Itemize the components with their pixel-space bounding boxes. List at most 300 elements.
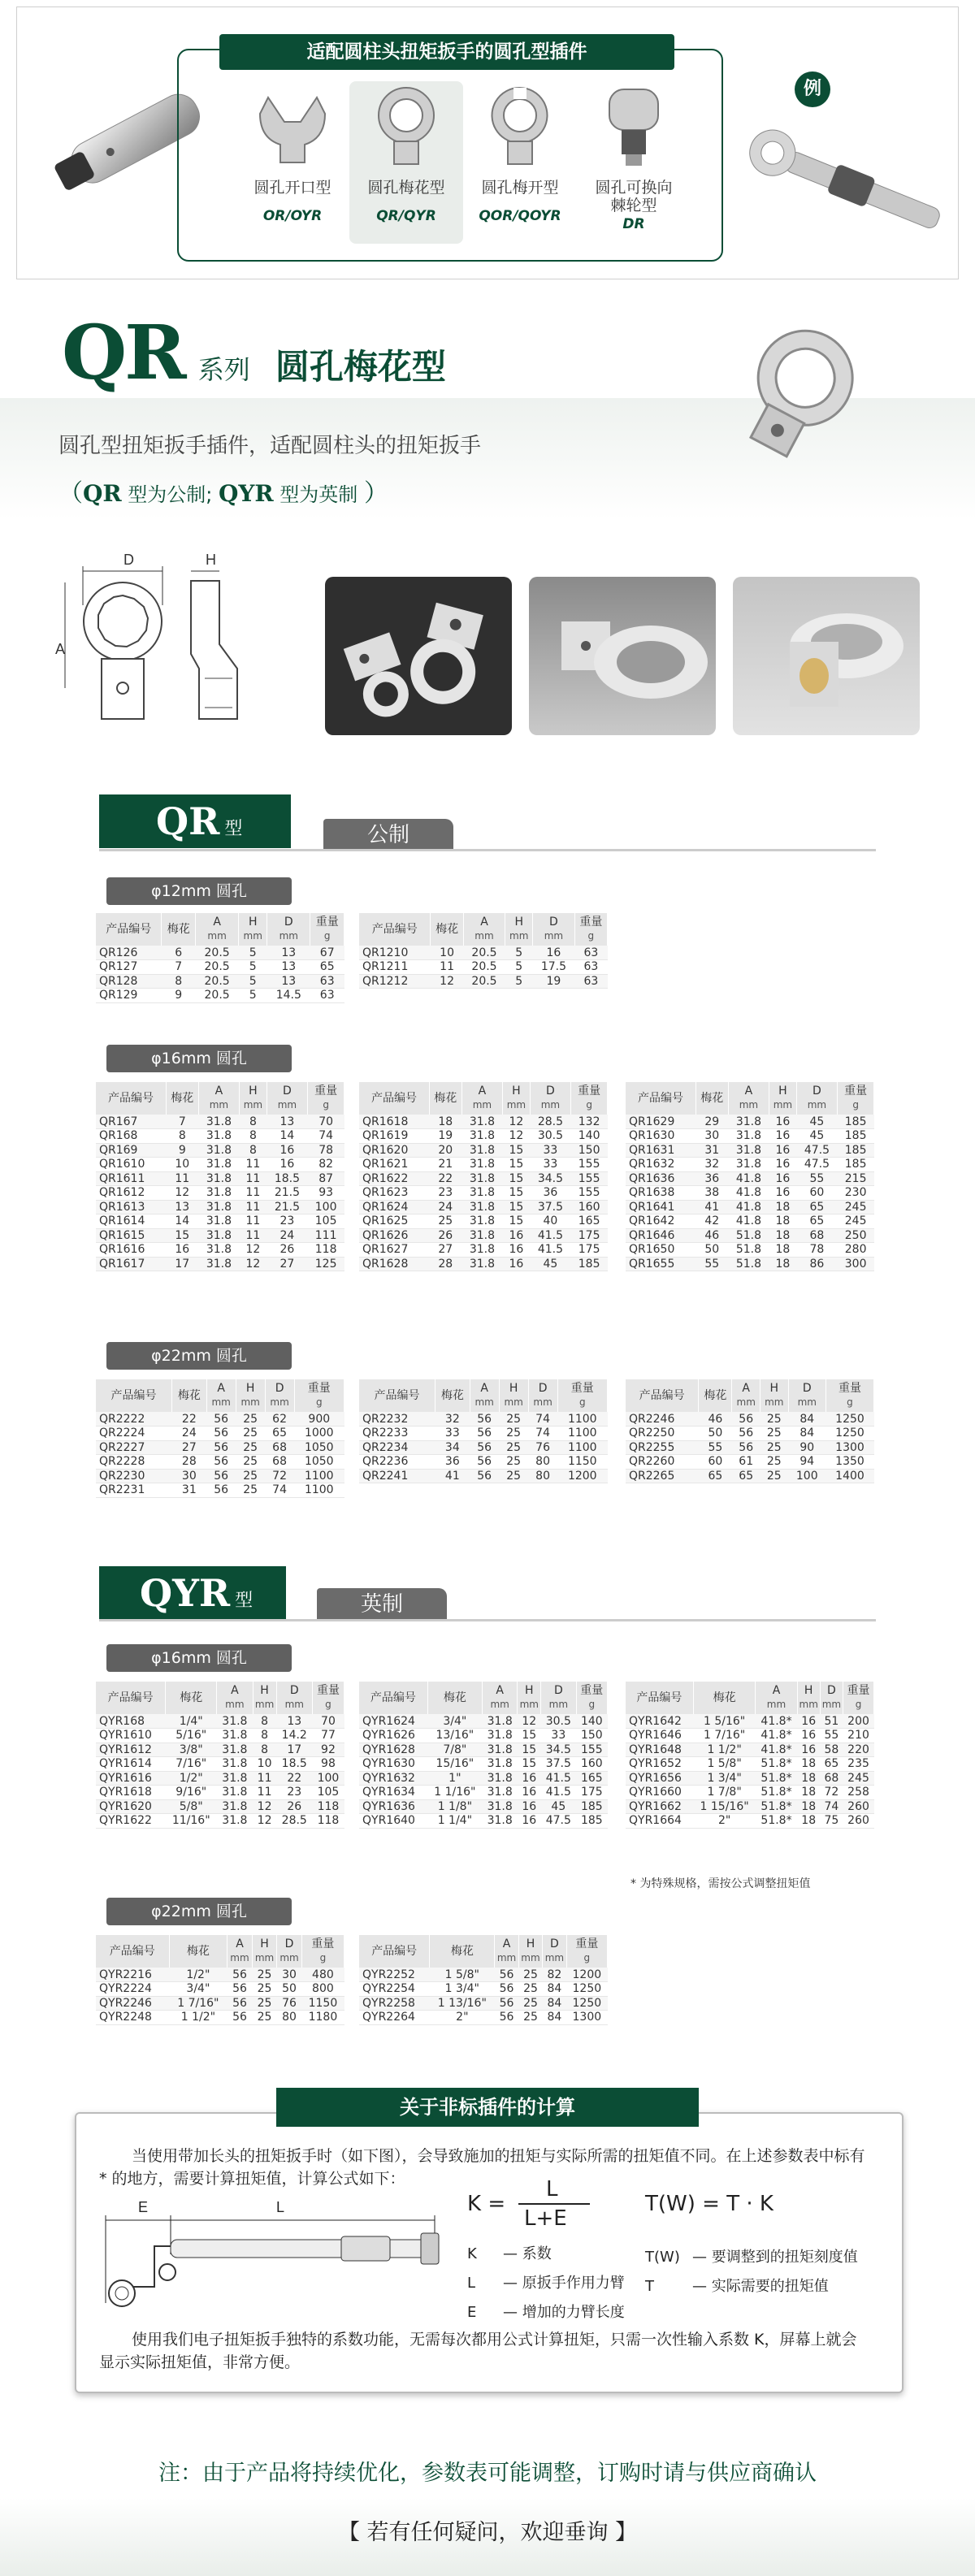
table-cell: 13/16": [427, 1729, 482, 1743]
table-cell: 118: [308, 1243, 344, 1258]
table-cell: 1100: [557, 1412, 607, 1427]
table-row: [96, 1427, 344, 1441]
table-cell: 15: [518, 1729, 541, 1743]
table-cell: 11: [240, 1158, 266, 1172]
ring-open-plug-icon: [479, 81, 561, 171]
table-row: [96, 1158, 344, 1172]
header-col-a: A mm: [462, 1082, 503, 1115]
ring-plug-front-photo-icon: [733, 577, 920, 735]
spec-table: [96, 1379, 344, 1498]
table-cell: 70: [312, 1714, 344, 1729]
table-cell: 55: [696, 1257, 729, 1271]
example-badge: 例: [795, 71, 830, 107]
table-cell: 84: [788, 1427, 826, 1441]
table-cell: 56: [206, 1483, 236, 1498]
table-cell: 7/16": [166, 1757, 217, 1772]
table-cell: 84: [788, 1412, 826, 1427]
table-cell: QR1615: [96, 1228, 167, 1243]
spec-table: [96, 1935, 344, 2025]
table-cell: 41.8*: [756, 1729, 797, 1743]
table-cell: 18: [797, 1771, 820, 1786]
table-cell: 92: [312, 1743, 344, 1757]
table-cell: QYR2224: [96, 1982, 169, 1997]
spec-table: [359, 1379, 608, 1483]
table-row: [359, 1171, 608, 1186]
header-col-weight: 重量 g: [571, 1082, 608, 1115]
table-cell: 250: [838, 1228, 874, 1243]
plug-ratchet: [577, 81, 691, 232]
table-cell: 16: [769, 1129, 796, 1144]
table-cell: 16: [769, 1115, 796, 1129]
table-cell: 41.5: [530, 1243, 571, 1258]
formula-k: K =: [467, 2192, 506, 2216]
table-cell: 5/16": [166, 1729, 217, 1743]
table-cell: QR2241: [359, 1469, 435, 1483]
table-cell: 20.5: [195, 960, 238, 975]
table-cell: 56: [495, 1968, 518, 1982]
table-cell: 63: [574, 974, 607, 989]
table-cell: 14: [266, 1129, 308, 1144]
table-row: [359, 960, 608, 975]
section-system-imperial: 英制: [317, 1588, 447, 1621]
table-cell: 51.8*: [756, 1799, 797, 1814]
table-cell: QR2232: [359, 1412, 435, 1427]
table-row: [96, 1714, 344, 1729]
plug-code: DR: [622, 216, 645, 232]
table-cell: 185: [838, 1129, 874, 1144]
table-cell: QR1622: [359, 1171, 430, 1186]
table-cell: 1250: [566, 1996, 607, 2011]
table-cell: 56: [206, 1469, 236, 1483]
table-cell: 31.8: [462, 1243, 503, 1258]
table-cell: 60: [796, 1186, 838, 1201]
header-col-h: H mm: [769, 1082, 796, 1115]
table-cell: 185: [576, 1799, 607, 1814]
table-cell: QYR2248: [96, 2011, 169, 2025]
table-cell: 1200: [557, 1469, 607, 1483]
plug-code: OR/OYR: [262, 208, 323, 224]
table-cell: 105: [312, 1786, 344, 1800]
header-col-h: H mm: [797, 1682, 820, 1714]
header-col-d: D mm: [528, 1379, 557, 1412]
table-cell: QR1627: [359, 1243, 430, 1258]
table-cell: 185: [571, 1257, 608, 1271]
table-row: [359, 1469, 608, 1483]
table-cell: 11: [253, 1771, 276, 1786]
table-row: [96, 1455, 344, 1470]
table-cell: 24: [171, 1427, 206, 1441]
table-cell: 18.5: [266, 1171, 308, 1186]
table-cell: 20.5: [463, 960, 505, 975]
table-cell: 25: [236, 1440, 265, 1455]
table-row: [96, 1982, 344, 1997]
table-cell: 25: [499, 1440, 528, 1455]
table-cell: 31.8: [462, 1129, 503, 1144]
table-row: [626, 1786, 874, 1800]
table-cell: 25: [518, 1982, 542, 1997]
table-cell: QR2224: [96, 1427, 171, 1441]
table-cell: 5: [239, 960, 267, 975]
table-row: [626, 1469, 874, 1483]
table-row: [96, 1243, 344, 1258]
table-row: [359, 1200, 608, 1214]
table-row: [626, 1186, 874, 1201]
table-cell: 25: [236, 1455, 265, 1470]
table-cell: 78: [796, 1243, 838, 1258]
header-col-a: A mm: [732, 1379, 760, 1412]
table-cell: 37.5: [541, 1757, 577, 1772]
table-row: [626, 1729, 874, 1743]
header-col-d: D mm: [820, 1682, 843, 1714]
ring-plug-icon: [366, 81, 447, 171]
table-row: [359, 1982, 608, 1997]
table-cell: 31.8: [198, 1214, 240, 1229]
ring-plug-hero-image: [731, 325, 886, 471]
table-cell: 65: [265, 1427, 294, 1441]
table-row: [626, 1743, 874, 1757]
table-cell: 15: [518, 1743, 541, 1757]
table-cell: 56: [732, 1440, 760, 1455]
table-cell: 63: [574, 960, 607, 975]
table-cell: QYR1616: [96, 1771, 166, 1786]
table-cell: 25: [760, 1469, 789, 1483]
table-cell: 56: [470, 1440, 499, 1455]
table-row: [96, 989, 344, 1003]
table-cell: QR1612: [96, 1186, 167, 1201]
phi16-label: φ16mm 圆孔: [106, 1644, 292, 1672]
table-row: [626, 1412, 874, 1427]
table-row: [359, 1814, 608, 1829]
header-col-h: H mm: [253, 1682, 276, 1714]
table-cell: 258: [843, 1786, 874, 1800]
header-col-d: D mm: [530, 1082, 571, 1115]
table-cell: 84: [543, 2011, 566, 2025]
table-row: [96, 1483, 344, 1498]
table-cell: 1": [427, 1771, 482, 1786]
table-cell: QYR2254: [359, 1982, 430, 1997]
table-cell: 12: [503, 1115, 530, 1129]
table-cell: 31.8: [217, 1743, 253, 1757]
table-cell: 1200: [566, 1968, 607, 1982]
table-cell: 100: [312, 1771, 344, 1786]
table-cell: 12: [518, 1714, 541, 1729]
table-cell: 56: [228, 1996, 253, 2011]
table-row: [626, 1243, 874, 1258]
table-cell: 20.5: [463, 946, 505, 960]
table-cell: 1 3/4": [430, 1982, 495, 1997]
spec-table: [626, 1682, 874, 1829]
table-cell: 31.8: [482, 1729, 518, 1743]
table-cell: 165: [571, 1214, 608, 1229]
table-cell: 12: [431, 974, 463, 989]
header-col-flower: 梅花: [696, 1082, 729, 1115]
header-col-d: D mm: [543, 1935, 566, 1968]
table-row: [96, 1129, 344, 1144]
table-cell: QR1624: [359, 1200, 430, 1214]
table-cell: 150: [571, 1143, 608, 1158]
product-photo-3: [733, 577, 920, 735]
table-cell: 3/4": [427, 1714, 482, 1729]
plug-open-end: [236, 81, 349, 224]
table-row: [359, 1968, 608, 1982]
header-col-weight: 重量 g: [576, 1682, 607, 1714]
table-cell: 185: [576, 1814, 607, 1829]
table-cell: 74: [265, 1483, 294, 1498]
table-row: [359, 1257, 608, 1271]
table-cell: 78: [308, 1143, 344, 1158]
header-col-a: A mm: [463, 913, 505, 946]
table-cell: 27: [171, 1440, 206, 1455]
header-col-code: 产品编号: [96, 1682, 166, 1714]
table-cell: 165: [576, 1771, 607, 1786]
table-cell: 41: [435, 1469, 470, 1483]
table-cell: 76: [277, 1996, 302, 2011]
table-cell: 31.8: [728, 1129, 769, 1144]
table-cell: 56: [495, 1996, 518, 2011]
table-cell: 31.8: [462, 1214, 503, 1229]
table-cell: 33: [541, 1729, 577, 1743]
table-cell: 56: [206, 1427, 236, 1441]
table-row: [96, 1257, 344, 1271]
table-cell: 55: [699, 1440, 732, 1455]
table-cell: 60: [699, 1455, 732, 1470]
table-cell: 56: [495, 1982, 518, 1997]
table-cell: 87: [308, 1171, 344, 1186]
table-cell: 63: [310, 989, 344, 1003]
table-row: [359, 1771, 608, 1786]
table-cell: 34.5: [530, 1171, 571, 1186]
table-row: [626, 1757, 874, 1772]
table-cell: 21.5: [266, 1200, 308, 1214]
table-cell: 19: [533, 974, 575, 989]
header-col-h: H mm: [499, 1379, 528, 1412]
table-row: [359, 1714, 608, 1729]
table-cell: 31.8: [217, 1729, 253, 1743]
table-cell: 5: [505, 974, 533, 989]
table-cell: 245: [838, 1214, 874, 1229]
table-cell: 25: [499, 1412, 528, 1427]
table-cell: 41.5: [541, 1771, 577, 1786]
table-cell: QR1619: [359, 1129, 430, 1144]
table-cell: 16: [503, 1228, 530, 1243]
table-cell: 11: [431, 960, 463, 975]
table-cell: 210: [843, 1729, 874, 1743]
table-cell: 155: [571, 1171, 608, 1186]
table-cell: QR1655: [626, 1257, 696, 1271]
table-cell: 18: [769, 1257, 796, 1271]
table-cell: 31.8: [482, 1799, 518, 1814]
table-cell: 65: [699, 1469, 732, 1483]
table-cell: 11: [240, 1186, 266, 1201]
table-cell: 5: [505, 946, 533, 960]
table-cell: QR2260: [626, 1455, 699, 1470]
header-col-code: 产品编号: [96, 913, 162, 946]
table-cell: QR1210: [359, 946, 431, 960]
table-cell: 15: [503, 1143, 530, 1158]
table-cell: 8: [240, 1143, 266, 1158]
table-cell: 80: [528, 1455, 557, 1470]
table-cell: 31.8: [482, 1814, 518, 1829]
table-cell: 25: [252, 1982, 277, 1997]
table-cell: QR1632: [626, 1158, 696, 1172]
table-row: [359, 1729, 608, 1743]
table-cell: 28: [430, 1257, 462, 1271]
table-row: [96, 1171, 344, 1186]
legend-l: L — 原扳手作用力臂: [467, 2275, 625, 2292]
table-cell: 30: [277, 1968, 302, 1982]
table-cell: 28: [171, 1455, 206, 1470]
calculation-intro: 当使用带加长头的扭矩扳手时（如下图），会导致施加的扭矩与实际所需的扭矩值不同。在上述参数表中标有 * 的地方，需要计算扭矩值，计算公式如下：: [99, 2147, 865, 2188]
table-cell: 45: [796, 1129, 838, 1144]
table-cell: QR129: [96, 989, 162, 1003]
table-cell: 25: [236, 1427, 265, 1441]
table-cell: 26: [266, 1243, 308, 1258]
phi16-label: φ16mm 圆孔: [106, 1045, 292, 1072]
table-cell: QR1614: [96, 1214, 167, 1229]
table-cell: QYR1646: [626, 1729, 693, 1743]
table-cell: 5: [239, 946, 267, 960]
header-col-weight: 重量 g: [566, 1935, 607, 1968]
table-cell: 17: [167, 1257, 199, 1271]
table-cell: 30.5: [541, 1714, 577, 1729]
table-row: [96, 1771, 344, 1786]
table-cell: 75: [820, 1814, 843, 1829]
table-cell: 56: [228, 1968, 253, 1982]
table-cell: 1 1/16": [427, 1786, 482, 1800]
table-cell: 31.8: [198, 1171, 240, 1186]
table-cell: 16: [797, 1743, 820, 1757]
table-cell: 51.8*: [756, 1814, 797, 1829]
table-cell: 31.8: [217, 1771, 253, 1786]
table-cell: 15: [503, 1158, 530, 1172]
table-cell: 47.5: [796, 1143, 838, 1158]
table-cell: 22: [276, 1771, 312, 1786]
table-cell: 42: [696, 1214, 729, 1229]
header-col-code: 产品编号: [359, 1682, 427, 1714]
table-cell: 15: [518, 1757, 541, 1772]
table-cell: 10: [431, 946, 463, 960]
table-cell: 41.8: [728, 1186, 769, 1201]
table-row: [626, 1771, 874, 1786]
table-cell: QR1642: [626, 1214, 696, 1229]
header-col-a: A mm: [495, 1935, 518, 1968]
header-col-flower: 梅花: [431, 913, 463, 946]
table-row: [359, 1214, 608, 1229]
table-cell: QYR1652: [626, 1757, 693, 1772]
table-cell: 31.8: [198, 1257, 240, 1271]
table-cell: 900: [294, 1412, 344, 1427]
table-cell: 1250: [826, 1412, 873, 1427]
table-cell: QR1630: [626, 1129, 696, 1144]
table-cell: 1350: [826, 1455, 873, 1470]
table-row: [626, 1455, 874, 1470]
header-col-h: H mm: [252, 1935, 277, 1968]
header-col-flower: 梅花: [171, 1379, 206, 1412]
table-cell: QR126: [96, 946, 162, 960]
table-cell: 16: [518, 1771, 541, 1786]
table-cell: 22: [430, 1171, 462, 1186]
table-cell: 45: [796, 1115, 838, 1129]
table-row: [626, 1427, 874, 1441]
table-cell: 25: [236, 1483, 265, 1498]
table-cell: 63: [574, 946, 607, 960]
table-cell: 72: [820, 1786, 843, 1800]
table-cell: 1 5/8": [693, 1757, 756, 1772]
table-cell: 8: [253, 1743, 276, 1757]
table-cell: 31.8: [217, 1714, 253, 1729]
table-cell: 30: [696, 1129, 729, 1144]
table-cell: 1150: [557, 1455, 607, 1470]
plug-ring: [349, 81, 463, 244]
table-cell: 10: [167, 1158, 199, 1172]
table-cell: 1250: [826, 1427, 873, 1441]
table-cell: 28.5: [530, 1115, 571, 1129]
table-cell: 56: [495, 2011, 518, 2025]
table-cell: 1 1/2": [693, 1743, 756, 1757]
header-col-flower: 梅花: [167, 1082, 199, 1115]
table-cell: 68: [265, 1440, 294, 1455]
table-cell: 41.8: [728, 1171, 769, 1186]
table-cell: QR1618: [359, 1115, 430, 1129]
table-row: [626, 1799, 874, 1814]
table-row: [359, 946, 608, 960]
header-col-code: 产品编号: [96, 1379, 171, 1412]
table-cell: 33: [530, 1143, 571, 1158]
table-cell: 5: [239, 974, 267, 989]
header-col-flower: 梅花: [699, 1379, 732, 1412]
section-tab-qr: QR 型: [99, 794, 291, 848]
table-cell: 74: [528, 1427, 557, 1441]
table-row: [96, 1143, 344, 1158]
table-cell: 55: [796, 1171, 838, 1186]
series-subtitle: 圆孔型扭矩扳手插件，适配圆柱头的扭矩扳手: [58, 434, 482, 458]
table-row: [96, 960, 344, 975]
table-cell: 7: [167, 1115, 199, 1129]
table-cell: 51.8*: [756, 1757, 797, 1772]
table-cell: 31.8: [198, 1129, 240, 1144]
table-cell: 11/16": [166, 1814, 217, 1829]
table-cell: 18: [797, 1786, 820, 1800]
dim-h-label: H: [206, 552, 216, 568]
table-cell: QR128: [96, 974, 162, 989]
table-cell: 245: [843, 1771, 874, 1786]
table-cell: QR1613: [96, 1200, 167, 1214]
table-cell: 31.8: [462, 1257, 503, 1271]
table-cell: 160: [576, 1757, 607, 1772]
table-cell: QR1212: [359, 974, 431, 989]
table-cell: 24: [430, 1200, 462, 1214]
table-cell: 16: [503, 1243, 530, 1258]
dimension-drawing: [57, 548, 309, 760]
table-cell: 74: [308, 1129, 344, 1144]
table-row: [626, 1440, 874, 1455]
table-cell: 67: [310, 946, 344, 960]
table-cell: 31.8: [198, 1158, 240, 1172]
table-cell: 20.5: [463, 974, 505, 989]
table-cell: 56: [470, 1455, 499, 1470]
table-cell: QR1638: [626, 1186, 696, 1201]
table-cell: QYR1664: [626, 1814, 693, 1829]
table-cell: 1 13/16": [430, 1996, 495, 2011]
table-cell: QR2255: [626, 1440, 699, 1455]
header-col-h: H mm: [518, 1935, 542, 1968]
table-cell: 5: [505, 960, 533, 975]
table-cell: 27: [430, 1243, 462, 1258]
table-row: [96, 1968, 344, 1982]
header-col-a: A mm: [228, 1935, 253, 1968]
table-row: [96, 1200, 344, 1214]
table-cell: 31.8: [728, 1115, 769, 1129]
